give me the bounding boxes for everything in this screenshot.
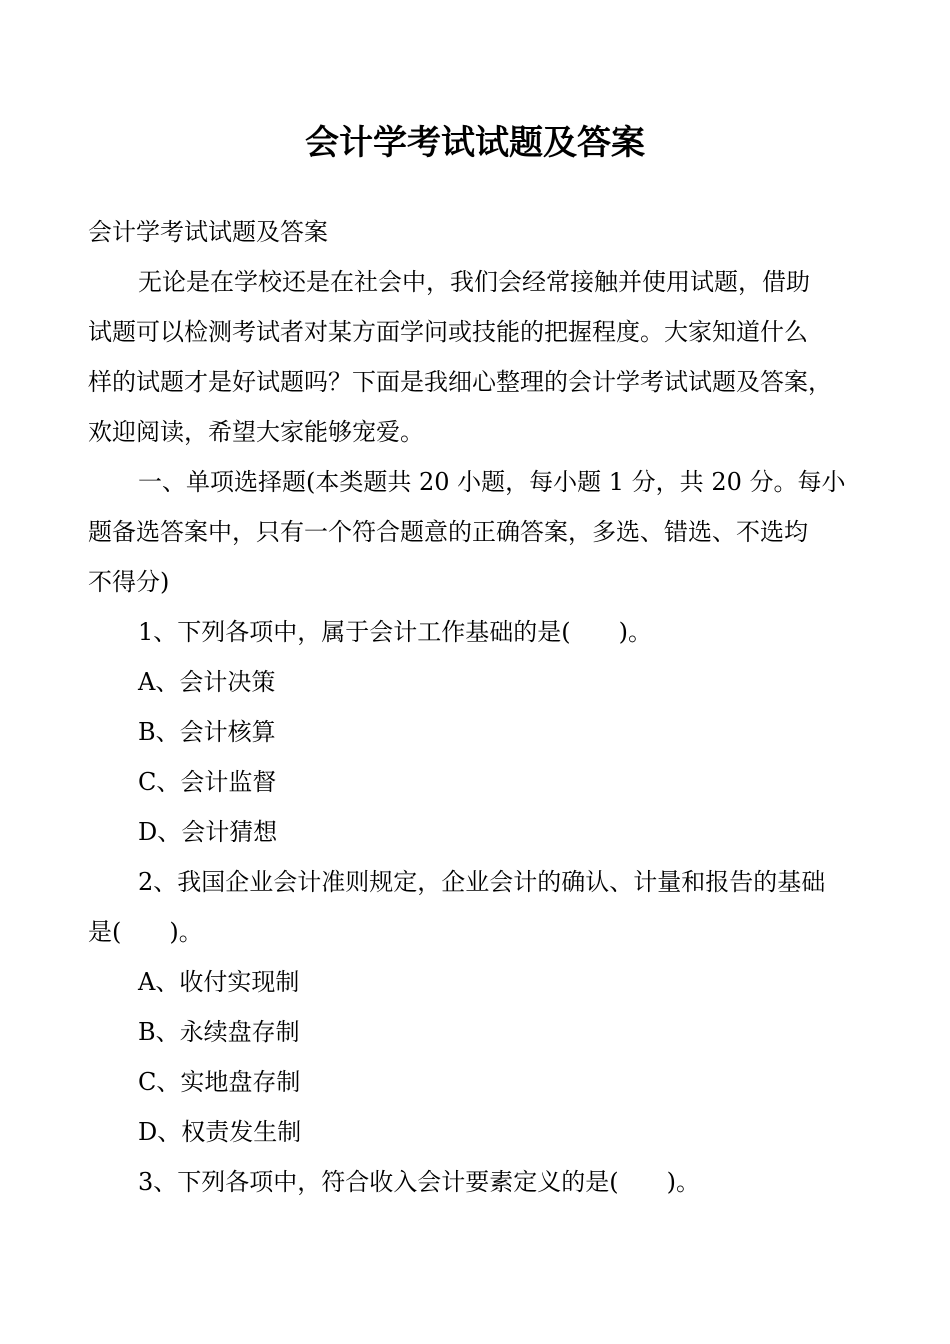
question-2-stem-continued: 是( )。 [88,918,203,946]
document-title: 会计学考试试题及答案 [305,123,645,163]
document-subtitle: 会计学考试试题及答案 [88,218,328,246]
intro-line: 样的试题才是好试题吗？下面是我细心整理的会计学考试试题及答案， [88,368,832,396]
question-2-stem: 2、我国企业会计准则规定，企业会计的确认、计量和报告的基础 [138,868,826,896]
question-1-option-d: D、会计猜想 [138,818,278,846]
intro-line: 无论是在学校还是在社会中，我们会经常接触并使用试题，借助 [138,268,810,296]
question-3-stem: 3、下列各项中，符合收入会计要素定义的是( )。 [138,1168,700,1196]
question-1-stem: 1、下列各项中，属于会计工作基础的是( )。 [138,618,652,646]
section-heading-line: 不得分) [88,568,170,596]
question-2-option-c: C、实地盘存制 [138,1068,301,1096]
question-1-option-c: C、会计监督 [138,768,277,796]
question-2-option-d: D、权责发生制 [138,1118,302,1146]
question-1-option-b: B、会计核算 [138,718,276,746]
section-heading-line: 题备选答案中，只有一个符合题意的正确答案，多选、错选、不选均 [88,518,808,546]
question-2-option-b: B、永续盘存制 [138,1018,300,1046]
question-1-option-a: A、会计决策 [138,668,276,696]
intro-line: 试题可以检测考试者对某方面学问或技能的把握程度。大家知道什么 [88,318,808,346]
question-2-option-a: A、收付实现制 [138,968,300,996]
intro-line: 欢迎阅读，希望大家能够宠爱。 [88,418,424,446]
section-heading-line: 一、单项选择题(本类题共 20 小题，每小题 1 分，共 20 分。每小 [138,468,846,496]
